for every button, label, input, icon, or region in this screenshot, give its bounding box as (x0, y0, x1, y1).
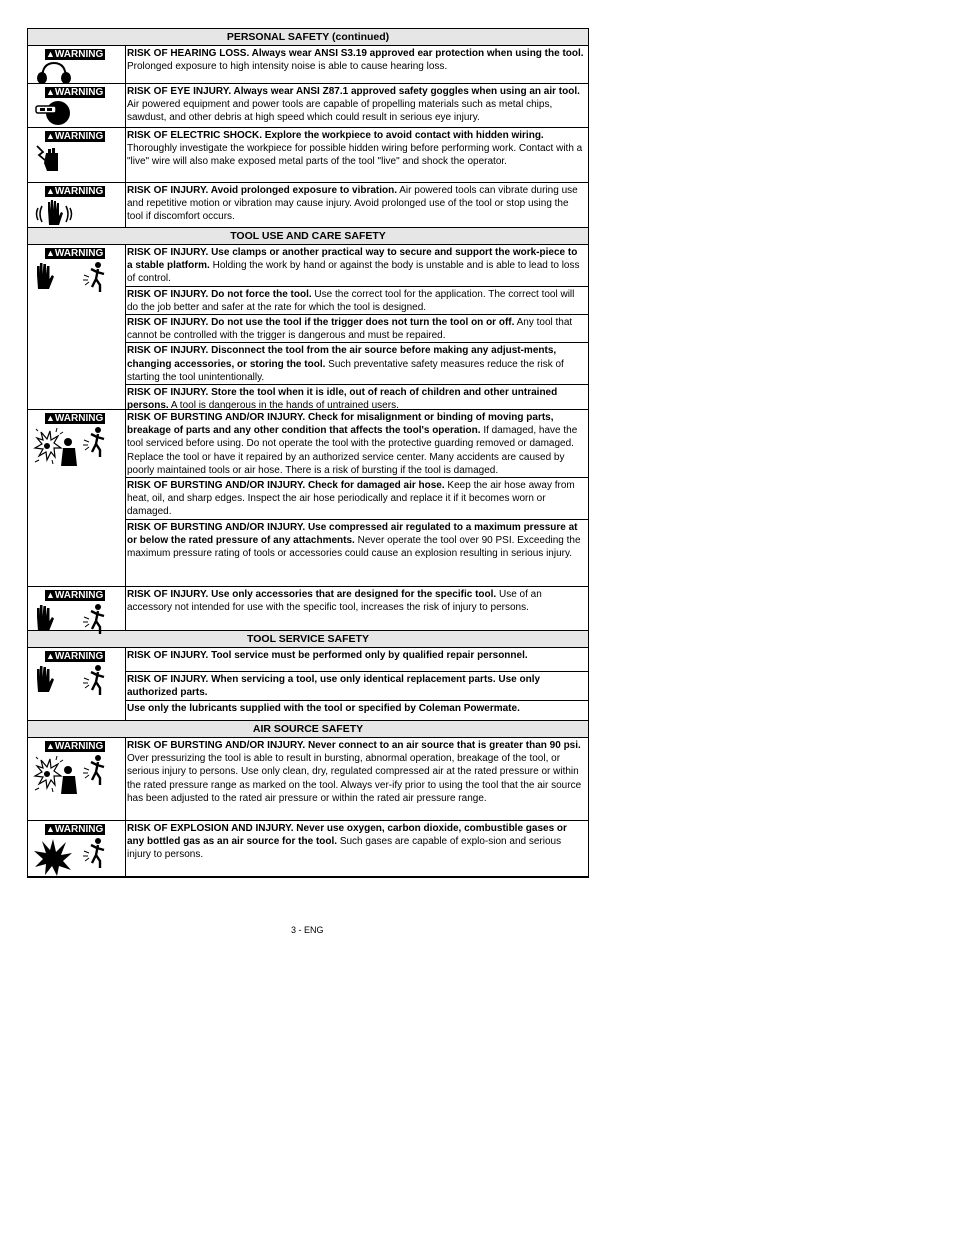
warning-icon-cell (28, 128, 126, 182)
warning-item-heading: RISK OF INJURY. Tool service must be performed only by qualified repair personnel. (127, 650, 528, 661)
warning-badge (45, 131, 105, 142)
warning-icon-cell (28, 648, 126, 720)
warning-icon-cell (28, 84, 126, 127)
warning-badge (45, 824, 105, 835)
warning-badge-label: WARNING (54, 824, 104, 835)
bursting-icon (33, 754, 79, 801)
alert-triangle-icon: ▲ (46, 413, 55, 423)
warning-icon-cell (28, 46, 126, 83)
warning-badge (45, 741, 105, 752)
warning-group (28, 648, 588, 721)
warning-badge-label: WARNING (54, 741, 104, 752)
warning-item (126, 648, 588, 671)
warning-text-cell (126, 410, 588, 586)
warning-item-body: Use of an accessory not intended for use with the specific tool, increases the risk of injury to persons. (127, 589, 542, 614)
warning-icon-cell (28, 183, 126, 227)
warning-item-body: Prolonged exposure to high intensity noise is able to cause hearing loss. (127, 61, 448, 73)
alert-triangle-icon: ▲ (46, 741, 55, 751)
page-number: 3 - ENG (291, 925, 324, 935)
warning-item (126, 342, 588, 384)
alert-triangle-icon: ▲ (46, 590, 55, 600)
warning-badge-label: WARNING (54, 186, 104, 197)
alert-triangle-icon: ▲ (46, 49, 55, 59)
warning-icon-cell (28, 410, 126, 586)
warning-group (28, 738, 588, 821)
warning-badge-label: WARNING (54, 49, 104, 60)
safety-table (27, 28, 589, 878)
warning-group (28, 84, 588, 128)
warning-item (126, 738, 588, 805)
warning-text-cell (126, 648, 588, 720)
bursting-icon (33, 426, 79, 473)
warning-group (28, 587, 588, 631)
hand-icon (33, 603, 55, 638)
warning-item-heading: RISK OF BURSTING AND/OR INJURY. Never connect to an air source that is greater than 90 psi. (127, 740, 581, 751)
injury-person-icon (82, 664, 108, 701)
warning-badge (45, 590, 105, 601)
hand-icon (33, 664, 55, 699)
warning-badge-label: WARNING (54, 248, 104, 259)
warning-item (126, 314, 588, 342)
alert-triangle-icon: ▲ (46, 824, 55, 834)
warning-item (126, 384, 588, 412)
warning-badge-label: WARNING (54, 651, 104, 662)
warning-badge (45, 49, 105, 60)
warning-badge-label: WARNING (54, 131, 104, 142)
alert-triangle-icon: ▲ (46, 186, 55, 196)
warning-badge-label: WARNING (54, 87, 104, 98)
warning-item-heading: RISK OF INJURY. Do not use the tool if the trigger does not turn the tool on or off. (127, 317, 515, 329)
warning-badge-label: WARNING (54, 590, 104, 601)
warning-item-body: Never operate the tool over 90 PSI. Exceeding the maximum pressure rating of tools or accessories could cause an explosion resulting in serious injury. (127, 534, 581, 560)
warning-item (126, 519, 588, 561)
warning-icon-cell (28, 587, 126, 630)
warning-item-heading: RISK OF BURSTING AND/OR INJURY. Check for misalignment or binding of moving parts, breakage of parts and any other condition that affects the tool's operation. (127, 412, 554, 437)
warning-item-heading: Use only the lubricants supplied with the tool or specified by Coleman Powermate. (127, 702, 520, 714)
warning-group (28, 46, 588, 84)
injury-person-icon (82, 426, 108, 463)
warning-icon-cell (28, 738, 126, 820)
section-header: AIR SOURCE SAFETY (28, 721, 588, 738)
warning-badge (45, 651, 105, 662)
explosion-icon (33, 837, 73, 882)
warning-item (126, 128, 588, 169)
warning-item-heading: RISK OF BURSTING AND/OR INJURY. Check for damaged air hose. (127, 480, 445, 492)
warning-item (126, 671, 588, 699)
warning-item-body: Air powered tools can vibrate during use and repetitive motion or vibration may cause injury. Avoid prolonged use of the tool or stop using the tool if discomfort occurs. (127, 185, 578, 223)
warning-text-cell (126, 128, 588, 182)
warning-item-body: Holding the work by hand or against the body is unstable and is able to lead to loss of control. (127, 260, 580, 285)
warning-badge-label: WARNING (54, 413, 104, 424)
warning-item-body: Over pressurizing the tool is able to result in bursting, abnormal operation, breakage of the tool, or serious injury to persons. Use only clean, dry, regulated compressed air at the rated pressure or within the rated pressure range as marked on the tool. Always ver-ify prior to using the tool that the air source has been adjusted to the rated air pressure or within the rated air pressure range. (127, 753, 582, 804)
warning-group (28, 245, 588, 410)
warning-icon-cell (28, 821, 126, 876)
warning-text-cell (126, 821, 588, 876)
warning-item-heading: RISK OF EYE INJURY. Always wear ANSI Z87.1 approved safety goggles when using an air tool. (127, 86, 580, 97)
warning-text-cell (126, 587, 588, 630)
section-header: PERSONAL SAFETY (continued) (28, 29, 588, 46)
warning-badge (45, 186, 105, 197)
warning-item (126, 587, 588, 614)
warning-item (126, 821, 588, 862)
warning-item (126, 84, 588, 125)
alert-triangle-icon: ▲ (46, 248, 55, 258)
warning-item-body: Air powered equipment and power tools are capable of propelling materials such as metal chips, sawdust, and other debris at high speed which could result in serious eye injury. (127, 99, 553, 124)
warning-group (28, 128, 588, 183)
warning-badge (45, 87, 105, 98)
vibration-hand-icon (34, 198, 74, 233)
warning-text-cell (126, 245, 588, 412)
warning-item-body: Such preventative safety measures reduce the risk of starting the tool unintentionally. (127, 358, 564, 383)
warning-item-body: If damaged, have the tool serviced before using. Do not operate the tool with the protective guarding removed or damaged. Replace the tool or have it repaired by an authorized service center. Many accidents are caused by poorly maintained tools or air hose. There is a risk of bursting if the tool is damaged. (127, 425, 578, 476)
alert-triangle-icon: ▲ (46, 87, 55, 97)
warning-group (28, 183, 588, 228)
section-header: TOOL SERVICE SAFETY (28, 631, 588, 648)
warning-item (126, 245, 588, 286)
warning-item-body: Thoroughly investigate the workpiece for possible hidden wiring before performing work. Contact with a "live" wire will also make exposed metal parts of the tool "live" and shock the operator. (127, 143, 583, 168)
warning-text-cell (126, 183, 588, 227)
warning-item-body: Keep the air hose away from heat, oil, and sharp edges. Inspect the air hose periodically and replace it if it becomes worn or damaged. (127, 480, 575, 518)
warning-item (126, 477, 588, 519)
warning-text-cell (126, 46, 588, 83)
warning-item (126, 286, 588, 314)
warning-group (28, 821, 588, 876)
alert-triangle-icon: ▲ (46, 651, 55, 661)
warning-item (126, 700, 588, 715)
warning-item-body: Use the correct tool for the application. The correct tool will do the job better and safer at the rate for which the tool is designed. (127, 288, 575, 313)
warning-item-heading: RISK OF INJURY. When servicing a tool, use only identical replacement parts. Use only authorized parts. (127, 674, 541, 699)
injury-person-icon (82, 603, 108, 640)
warning-badge (45, 248, 105, 259)
warning-item-body: Any tool that cannot be controlled with the trigger is dangerous and must be repaired. (127, 317, 573, 342)
warning-item (126, 410, 588, 477)
alert-triangle-icon: ▲ (46, 131, 55, 141)
warning-item (126, 46, 588, 73)
section-header: TOOL USE AND CARE SAFETY (28, 228, 588, 245)
warning-icon-cell (28, 245, 126, 409)
warning-item-heading: RISK OF INJURY. Use only accessories that are designed for the specific tool. (127, 589, 497, 600)
hand-icon (33, 261, 55, 296)
warning-item-body: Such gases are capable of explo-sion and serious injury to persons. (127, 836, 562, 861)
warning-item-heading: RISK OF INJURY. Use clamps or another practical way to secure and support the work-piece to a stable platform. (127, 247, 578, 272)
warning-item-heading: RISK OF INJURY. Disconnect the tool from the air source before making any adjust-ments, changing accessories, or storing the tool. (127, 345, 557, 370)
warning-item-heading: RISK OF EXPLOSION AND INJURY. Never use oxygen, carbon dioxide, combustible gases or any bottled gas as an air source for the tool. (127, 823, 567, 848)
warning-item-heading: RISK OF ELECTRIC SHOCK. Explore the workpiece to avoid contact with hidden wiring. (127, 130, 544, 141)
warning-item-heading: RISK OF INJURY. Avoid prolonged exposure to vibration. (127, 185, 398, 196)
warning-item-heading: RISK OF HEARING LOSS. Always wear ANSI S3.19 approved ear protection when using the tool. (127, 48, 584, 59)
injury-person-icon (82, 754, 108, 791)
electric-shock-icon (34, 143, 64, 178)
warning-badge (45, 413, 105, 424)
warning-item-heading: RISK OF BURSTING AND/OR INJURY. Use compressed air regulated to a maximum pressure at or below the rated pressure of any attachments. (127, 521, 578, 546)
injury-person-icon (82, 261, 108, 298)
warning-item-heading: RISK OF INJURY. Do not force the tool. (127, 288, 312, 300)
warning-item-body: A tool is dangerous in the hands of untrained users. (168, 400, 399, 412)
injury-person-icon (82, 837, 108, 874)
warning-group (28, 410, 588, 587)
warning-item (126, 183, 588, 224)
warning-text-cell (126, 738, 588, 820)
warning-item-heading: RISK OF INJURY. Store the tool when it is idle, out of reach of children and other untrained persons. (127, 387, 558, 412)
warning-text-cell (126, 84, 588, 127)
